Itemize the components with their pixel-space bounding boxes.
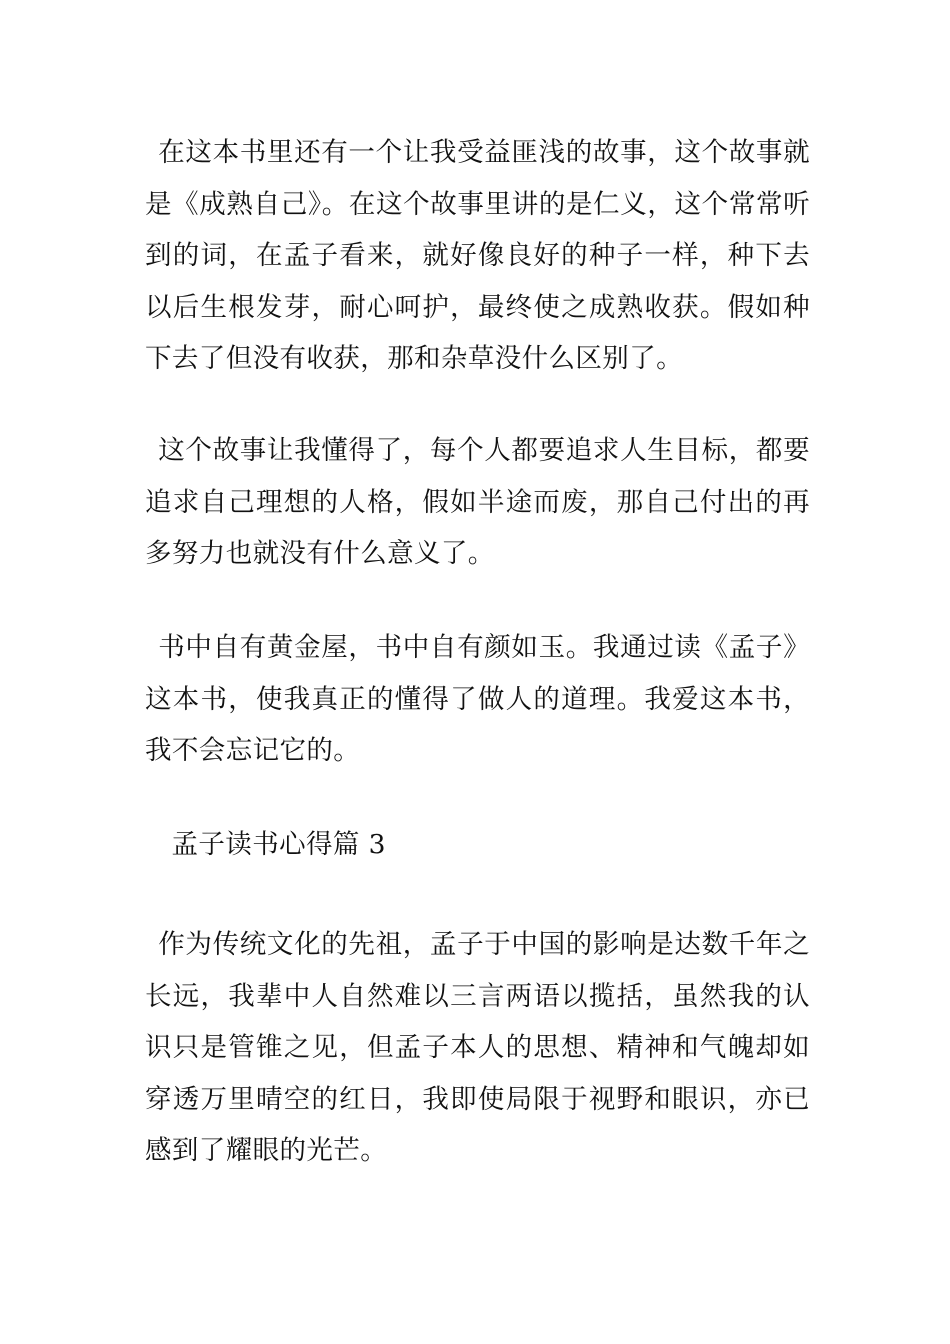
section-heading: 孟子读书心得篇 3 (171, 829, 386, 860)
paragraph-story-maturing: 在这本书里还有一个让我受益匪浅的故事，这个故事就是《成熟自己》。在这个故事里讲的是仁义，这个常常听到的词，在孟子看来，就好像良好的种子一样，种下去以后生根发芽，耐心呵护，最终使之成熟收获。假如种下去了但没有收获，那和杂草没什么区别了。 (145, 137, 810, 374)
paragraph-book-love: 书中自有黄金屋，书中自有颜如玉。我通过读《孟子》这本书，使我真正的懂得了做人的道理。我爱这本书，我不会忘记它的。 (145, 632, 810, 766)
paragraph-life-goals: 这个故事让我懂得了，每个人都要追求人生目标，都要追求自己理想的人格，假如半途而废，那自己付出的再多努力也就没有什么意义了。 (145, 435, 810, 569)
paragraph-mencius-influence: 作为传统文化的先祖，孟子于中国的影响是达数千年之长远，我辈中人自然难以三言两语以揽括，虽然我的认识只是管锥之见，但孟子本人的思想、精神和气魄却如穿透万里晴空的红日，我即使局限于视野和眼识，亦已感到了耀眼的光芒。 (145, 929, 810, 1166)
